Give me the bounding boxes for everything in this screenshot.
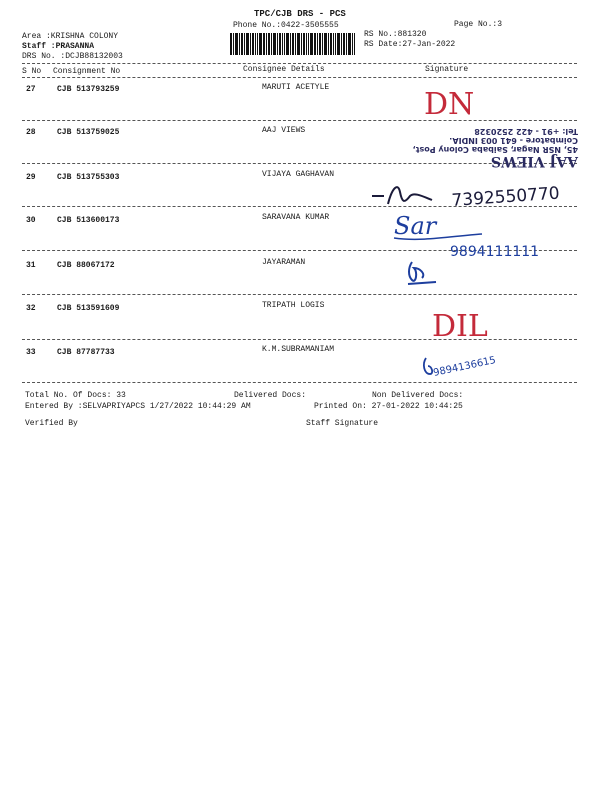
signature-text: DIL xyxy=(432,309,488,344)
row-consignment-number: CJB 513755303 xyxy=(57,173,120,182)
row-consignee: AAJ VIEWS xyxy=(262,126,306,135)
row-consignee: MARUTI ACETYLE xyxy=(262,83,330,92)
document-title: TPC/CJB DRS - PCS xyxy=(254,9,346,19)
verified-by: Verified By xyxy=(25,419,78,428)
column-header-signature: Signature xyxy=(425,65,469,74)
row-consignee: SARAVANA KUMAR xyxy=(262,213,330,222)
row-serial: 28 xyxy=(26,128,36,137)
row-consignee: VIJAYA GAGHAVAN xyxy=(262,170,335,179)
delivered-docs: Delivered Docs: xyxy=(234,391,307,400)
signature-row-32 xyxy=(428,304,518,344)
total-docs: Total No. Of Docs: 33 xyxy=(25,391,126,400)
staff-label: Staff :PRASANNA xyxy=(22,42,95,51)
row-consignment-number: CJB 513600173 xyxy=(57,216,120,225)
signature-row-30 xyxy=(392,212,567,260)
row-consignee: TRIPATH LOGIS xyxy=(262,301,325,310)
phone-number: Phone No.:0422-3505555 xyxy=(233,21,339,30)
row-serial: 33 xyxy=(26,348,36,357)
stamp-company-name: AAJ VIEWS xyxy=(490,153,578,169)
row-serial: 30 xyxy=(26,216,36,225)
stamp-city-line: Coimbatore - 641 003 INDIA. xyxy=(449,136,578,145)
column-header-sno: S No xyxy=(22,67,42,76)
company-stamp xyxy=(373,124,578,168)
signature-row-27 xyxy=(420,82,500,122)
row-consignment-number: CJB 88067172 xyxy=(57,261,115,270)
header-bottom-rule xyxy=(22,77,577,78)
row-consignment-number: CJB 87787733 xyxy=(57,348,115,357)
row-consignee: JAYARAMAN xyxy=(262,258,306,267)
row-consignment-number: CJB 513759025 xyxy=(57,128,120,137)
signature-phone: 9894111111 xyxy=(450,244,540,260)
signature-row-33 xyxy=(420,344,530,384)
row-serial: 31 xyxy=(26,261,36,270)
header-top-rule xyxy=(22,63,577,64)
drs-number: DRS No. :DCJB88132003 xyxy=(22,52,123,61)
signature-row-29 xyxy=(370,178,585,216)
column-header-consignee: Consignee Details xyxy=(243,65,325,74)
staff-signature: Staff Signature xyxy=(306,419,379,428)
row-consignment-number: CJB 513793259 xyxy=(57,85,120,94)
stamp-address-line: 45, NSR Nagar, Saibaba Colony Post, xyxy=(412,145,578,154)
row-divider xyxy=(22,294,577,295)
signature-phone: 7392550770 xyxy=(450,183,561,211)
row-consignee: K.M.SUBRAMANIAM xyxy=(262,345,335,354)
row-serial: 27 xyxy=(26,85,36,94)
signature-row-31 xyxy=(404,258,444,290)
printed-on: Printed On: 27-01-2022 10:44:25 xyxy=(314,402,463,411)
stamp-phone-line: Tel: +91 - 422 2520328 xyxy=(474,127,578,136)
signature-text: DN xyxy=(424,87,475,122)
page-number: Page No.:3 xyxy=(454,20,503,29)
row-consignment-number: CJB 513591609 xyxy=(57,304,120,313)
column-header-consignment: Consignment No xyxy=(53,67,121,76)
barcode xyxy=(230,33,355,55)
row-serial: 29 xyxy=(26,173,36,182)
row-serial: 32 xyxy=(26,304,36,313)
rs-number: RS No.:881320 xyxy=(364,30,427,39)
entered-by: Entered By :SELVAPRIYAPCS 1/27/2022 10:44:29 AM xyxy=(25,402,251,411)
area-label: Area :KRISHNA COLONY xyxy=(22,32,119,41)
rs-date: RS Date:27-Jan-2022 xyxy=(364,40,456,49)
signature-phone: 9894136615 xyxy=(432,354,497,379)
non-delivered-docs: Non Delivered Docs: xyxy=(372,391,464,400)
signature-name: Sar xyxy=(394,212,437,240)
